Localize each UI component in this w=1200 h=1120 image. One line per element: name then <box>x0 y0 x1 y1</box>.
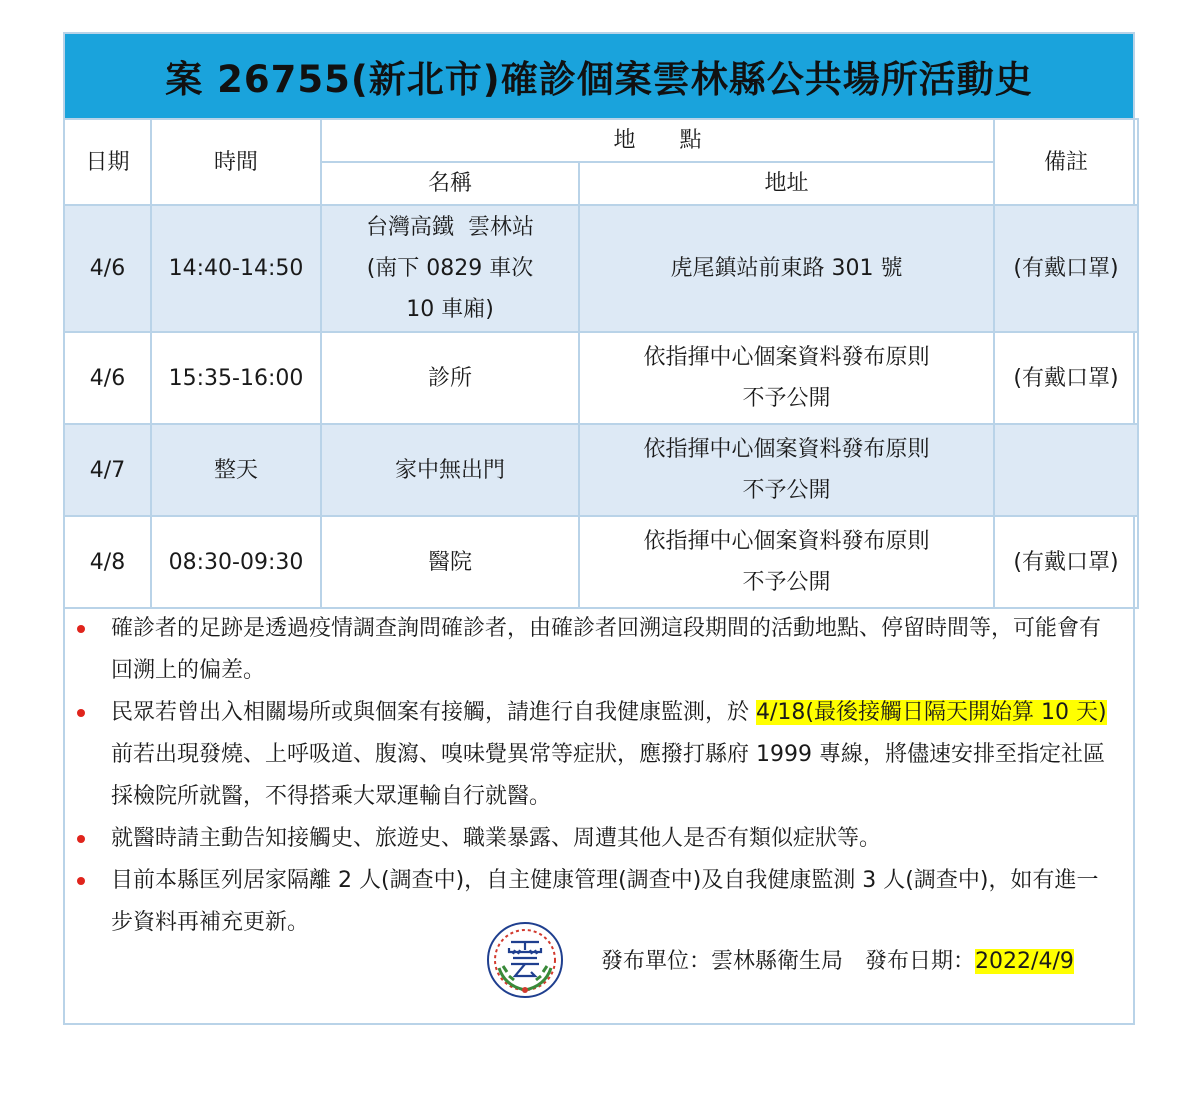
note-item <box>65 692 1133 818</box>
row-address-line: 依指揮中心個案資料發布原則 <box>643 437 930 462</box>
bullet-dot-icon <box>77 877 85 885</box>
note-text: 確診者的足跡是透過疫情調查詢問確診者，由確診者回溯這段期間的活動地點、停留時間等，可能會有回溯上的偏差。 <box>111 616 1102 683</box>
bullet-dot-icon <box>77 835 85 843</box>
issuer-line <box>601 942 1074 982</box>
row-remark <box>994 424 1138 516</box>
issue-date-label: 發布日期： <box>865 949 976 974</box>
note-text: 就醫時請主動告知接觸史、旅遊史、職業暴露、周遭其他人是否有類似症狀等。 <box>111 826 882 851</box>
note-item <box>65 818 1133 860</box>
row-name-line: 醫院 <box>427 549 472 575</box>
row-remark: (有戴口罩) <box>994 205 1138 332</box>
bullet-dot-icon <box>77 625 85 633</box>
yunlin-health-bureau-seal-icon <box>485 920 565 1000</box>
header-time: 時間 <box>151 119 321 205</box>
row-name <box>321 424 579 516</box>
row-time: 整天 <box>151 424 321 516</box>
row-name-line: 台灣高鐵 雲林站 <box>366 215 534 240</box>
bullet-dot-icon <box>77 709 85 717</box>
row-address <box>579 516 994 608</box>
issue-date-value: 2022/4/9 <box>975 949 1074 974</box>
header-location: 地 點 <box>321 119 994 162</box>
row-address-line: 依指揮中心個案資料發布原則 <box>643 529 930 554</box>
row-time: 14:40-14:50 <box>151 205 321 332</box>
row-address-line: 不予公開 <box>742 478 831 503</box>
row-remark: (有戴口罩) <box>994 332 1138 424</box>
note-item <box>65 608 1133 692</box>
row-date: 4/8 <box>64 516 151 608</box>
table-row <box>64 424 1138 516</box>
header-date: 日期 <box>64 119 151 205</box>
row-address-line: 虎尾鎮站前東路 301 號 <box>670 256 903 281</box>
row-name <box>321 332 579 424</box>
note-text: 目前本縣匡列居家隔離 2 人(調查中)，自主健康管理(調查中)及自我健康監測 3 人(調查中)，如有進一步資料再補充更新。 <box>111 868 1099 935</box>
page-title: 案 26755(新北市)確診個案雲林縣公共場所活動史 <box>65 34 1133 120</box>
row-address-line: 依指揮中心個案資料發布原則 <box>643 345 930 370</box>
row-name-line: (南下 0829 車次 <box>366 256 534 281</box>
header-name: 名稱 <box>321 162 579 205</box>
row-name <box>321 205 579 332</box>
row-time: 15:35-16:00 <box>151 332 321 424</box>
row-address-line: 不予公開 <box>742 570 831 595</box>
note-text: 民眾若曾出入相關場所或與個案有接觸，請進行自我健康監測，於 <box>111 700 756 725</box>
row-address-line: 不予公開 <box>742 386 831 411</box>
row-name <box>321 516 579 608</box>
notes-list <box>65 608 1133 944</box>
row-address <box>579 424 994 516</box>
note-text: 前若出現發燒、上呼吸道、腹瀉、嗅味覺異常等症狀，應撥打縣府 1999 專線，將儘速安排至指定社區採檢院所就醫，不得搭乘大眾運輸自行就醫。 <box>111 742 1105 809</box>
row-address <box>579 205 994 332</box>
row-time: 08:30-09:30 <box>151 516 321 608</box>
row-address <box>579 332 994 424</box>
header-remark: 備註 <box>994 119 1138 205</box>
issuer-footer <box>485 920 1125 1000</box>
row-date: 4/6 <box>64 205 151 332</box>
row-date: 4/6 <box>64 332 151 424</box>
header-address: 地址 <box>579 162 994 205</box>
table-row <box>64 516 1138 608</box>
row-name-line: 診所 <box>427 365 472 391</box>
row-name-line: 10 車廂) <box>406 297 494 322</box>
highlighted-date-range: 4/18(最後接觸日隔天開始算 10 天) <box>756 700 1107 725</box>
issuer-name: 發布單位：雲林縣衛生局 <box>601 949 844 974</box>
row-name-line: 家中無出門 <box>394 457 505 483</box>
row-remark: (有戴口罩) <box>994 516 1138 608</box>
notice-frame <box>63 32 1135 1025</box>
table-row <box>64 205 1138 332</box>
row-date: 4/7 <box>64 424 151 516</box>
table-row <box>64 332 1138 424</box>
activity-table <box>63 118 1139 609</box>
